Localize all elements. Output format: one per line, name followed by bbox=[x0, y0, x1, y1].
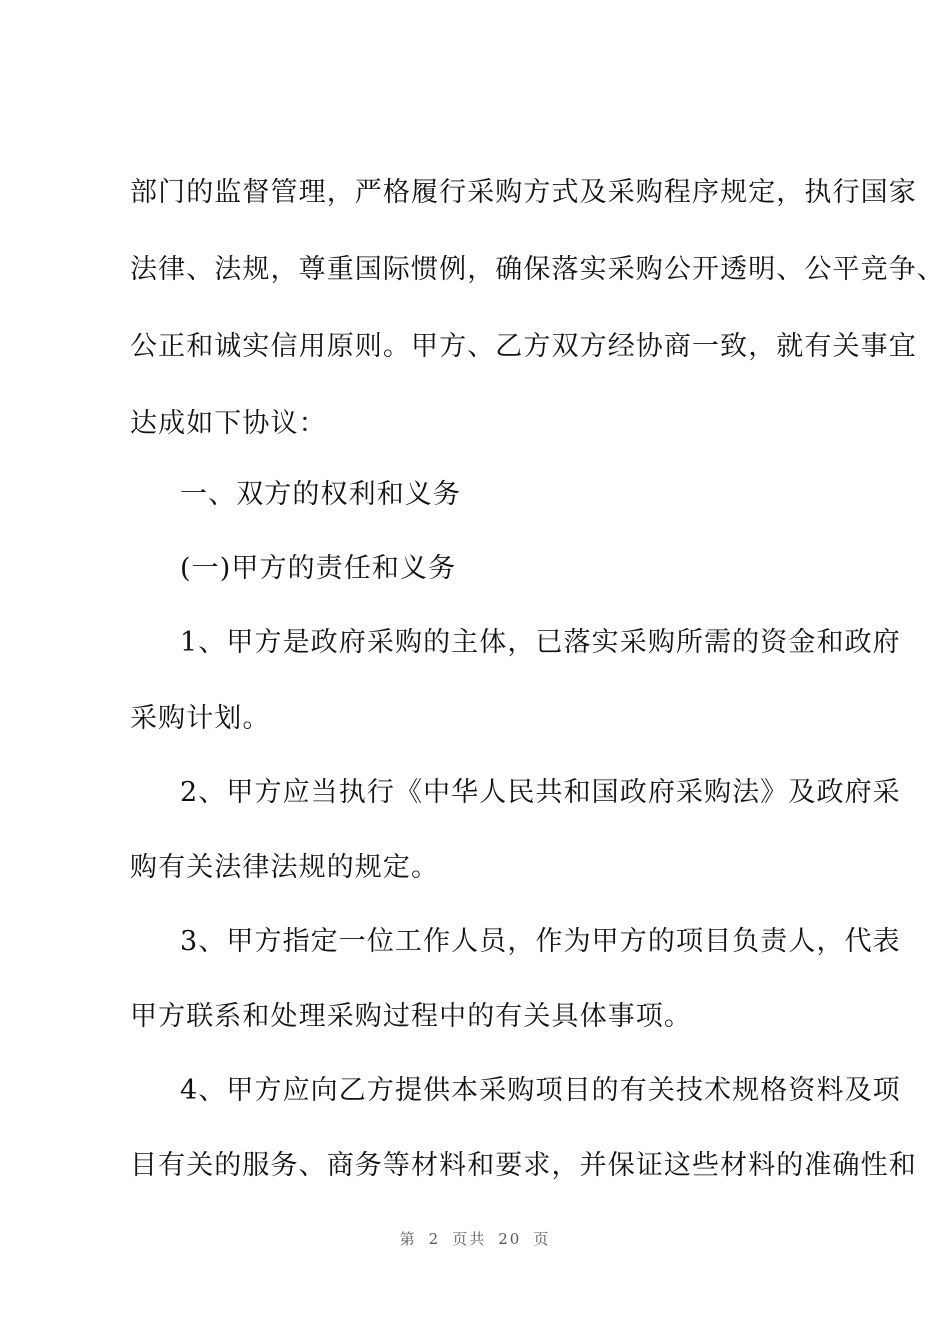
body-line: 3、甲方指定一位工作人员，作为甲方的项目负责人，代表 bbox=[180, 926, 901, 957]
page-footer bbox=[0, 1228, 950, 1249]
body-line: 采购计划。 bbox=[130, 703, 271, 734]
body-line: 公正和诚实信用原则。甲方、乙方双方经协商一致，就有关事宜 bbox=[130, 331, 917, 362]
body-line: 达成如下协议： bbox=[130, 408, 327, 439]
subsection-heading: (一)甲方的责任和义务 bbox=[180, 553, 457, 584]
body-line: 4、甲方应向乙方提供本采购项目的有关技术规格资料及项 bbox=[180, 1075, 901, 1106]
body-line: 2、甲方应当执行《中华人民共和国政府采购法》及政府采 bbox=[180, 777, 901, 808]
body-line: 法律、法规，尊重国际惯例，确保落实采购公开透明、公平竞争、 bbox=[130, 254, 945, 285]
body-line: 目有关的服务、商务等材料和要求，并保证这些材料的准确性和 bbox=[130, 1150, 917, 1181]
footer-suffix: 页 bbox=[533, 1230, 551, 1248]
footer-current-page: 2 bbox=[428, 1230, 441, 1248]
footer-prefix: 第 bbox=[399, 1230, 417, 1248]
body-line: 1、甲方是政府采购的主体，已落实采购所需的资金和政府 bbox=[180, 627, 901, 658]
section-heading: 一、双方的权利和义务 bbox=[180, 479, 461, 510]
footer-total-pages: 20 bbox=[498, 1230, 522, 1248]
body-line: 部门的监督管理，严格履行采购方式及采购程序规定，执行国家 bbox=[130, 177, 917, 208]
footer-middle: 页共 bbox=[452, 1230, 487, 1248]
body-line: 甲方联系和处理采购过程中的有关具体事项。 bbox=[130, 1001, 692, 1032]
body-line: 购有关法律法规的规定。 bbox=[130, 852, 440, 883]
